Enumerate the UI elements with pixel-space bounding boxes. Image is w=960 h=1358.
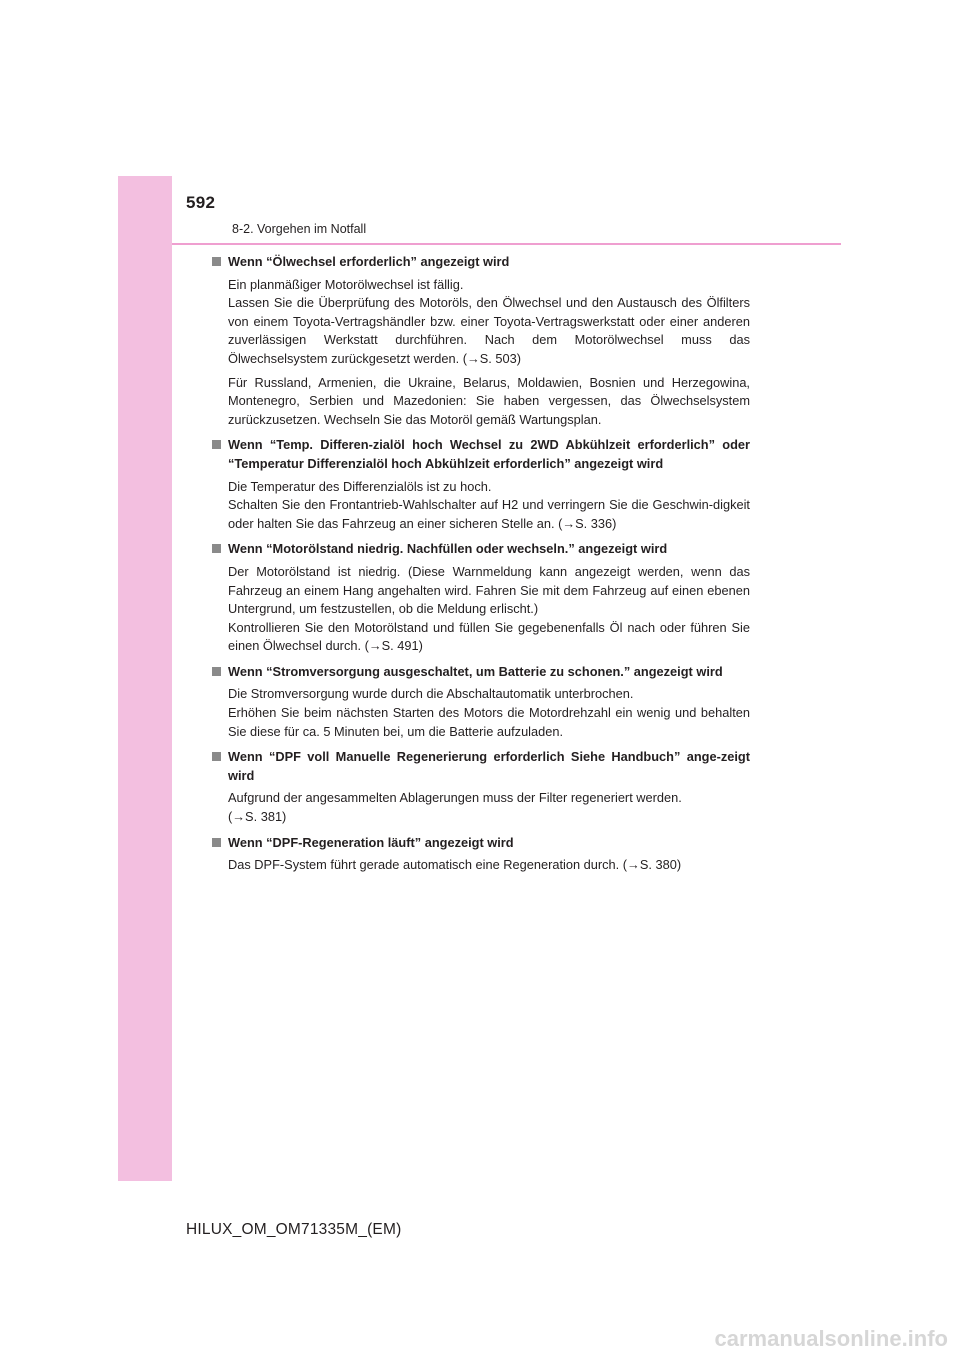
notice-section (212, 436, 750, 533)
body-paragraph (212, 563, 750, 656)
notice-section (212, 663, 750, 741)
paragraph-line: Der Motorölstand ist niedrig. (Diese Warnmeldung kann angezeigt werden, wenn das Fahrzeug an einem Hang angehalten wird. Fahren Sie mit dem Fahrzeug auf einen ebenen Untergrund, um festzustellen, ob die Meldung erlischt.) (228, 563, 750, 617)
square-bullet-icon (212, 838, 221, 847)
square-bullet-icon (212, 752, 221, 761)
paragraph-line: Ein planmäßiger Motorölwechsel ist fällig. (228, 276, 464, 292)
body-paragraph (212, 478, 750, 534)
paragraph-line: Die Temperatur des Differenzialöls ist zu hoch. (228, 478, 492, 494)
paragraph-line: Kontrollieren Sie den Motorölstand und füllen Sie gegebenenfalls Öl nach oder führen Sie einen Ölwechsel durch. (→S. 491) (228, 619, 750, 654)
section-heading-text: Wenn “Stromversorgung ausgeschaltet, um Batterie zu schonen.” angezeigt wird (228, 663, 723, 679)
notice-section (212, 834, 750, 875)
section-heading-text: Wenn “DPF voll Manuelle Regenerierung erforderlich Siehe Handbuch” ange-zeigt wird (228, 749, 750, 783)
body-paragraph (212, 856, 750, 875)
section-heading (212, 253, 750, 272)
section-heading (212, 748, 750, 785)
paragraph-line: Erhöhen Sie beim nächsten Starten des Motors die Motordrehzahl ein wenig und behalten Sie diese für ca. 5 Minuten bei, um die Batterie aufzuladen. (228, 705, 750, 739)
section-heading-text: Wenn “Ölwechsel erforderlich” angezeigt wird (228, 254, 510, 269)
square-bullet-icon (212, 667, 221, 676)
paragraph-line: Lassen Sie die Überprüfung des Motoröls, den Ölwechsel und den Austausch des Ölfilters von einem Toyota-Vertragshändler bzw. einer Toyota-Vertragswerkstatt oder einer anderen zuverlässigen Werkstatt durchführen. Nach dem Motorölwechsel muss das Ölwechselsystem zurückgesetzt werden. (→S. 503) (228, 295, 750, 366)
section-heading (212, 834, 750, 853)
page-number: 592 (186, 193, 216, 212)
notice-section (212, 748, 750, 826)
paragraph-line: Schalten Sie den Frontantrieb-Wahlschalter auf H2 und verringern Sie die Geschwin-digkeit oder halten Sie das Fahrzeug an einer sicheren Stelle an. (→S. 336) (228, 497, 750, 531)
body-paragraph (212, 789, 750, 826)
section-heading-text: Wenn “Temp. Differen-zialöl hoch Wechsel zu 2WD Abkühlzeit erforderlich” oder “Temperatur Differenzialöl hoch Abkühlzeit erforderlich” angezeigt wird (228, 437, 750, 471)
notice-section (212, 540, 750, 656)
body-paragraph (212, 685, 750, 741)
paragraph-line: Die Stromversorgung wurde durch die Abschaltautomatik unterbrochen. (228, 686, 634, 702)
section-heading-text: Wenn “Motorölstand niedrig. Nachfüllen oder wechseln.” angezeigt wird (228, 541, 668, 557)
square-bullet-icon (212, 544, 221, 553)
document-code: HILUX_OM_OM71335M_(EM) (186, 1221, 402, 1238)
square-bullet-icon (212, 440, 221, 449)
section-heading (212, 540, 750, 559)
page-body (212, 253, 750, 882)
square-bullet-icon (212, 257, 221, 266)
watermark: carmanualsonline.info (714, 1326, 948, 1351)
notice-section (212, 253, 750, 429)
paragraph-line: Das DPF-System führt gerade automatisch eine Regeneration durch. (→S. 380) (228, 857, 682, 873)
body-paragraph (212, 374, 750, 430)
chapter-title: 8-2. Vorgehen im Notfall (232, 222, 367, 236)
section-heading (212, 663, 750, 682)
header-divider (172, 243, 841, 245)
body-paragraph (212, 276, 750, 369)
section-heading-text: Wenn “DPF-Regeneration läuft” angezeigt wird (228, 834, 514, 850)
chapter-color-tab (118, 176, 172, 1181)
section-heading (212, 436, 750, 473)
paragraph-line: Für Russland, Armenien, die Ukraine, Belarus, Moldawien, Bosnien und Herzegowina, Montenegro, Serbien und Mazedonien: Sie haben vergessen, das Ölwechselsystem zurückzusetzen. Wechseln Sie das Motoröl gemäß Wartungsplan. (228, 374, 750, 427)
paragraph-line: (→S. 381) (228, 809, 287, 825)
paragraph-line: Aufgrund der angesammelten Ablagerungen muss der Filter regeneriert werden. (228, 790, 682, 806)
